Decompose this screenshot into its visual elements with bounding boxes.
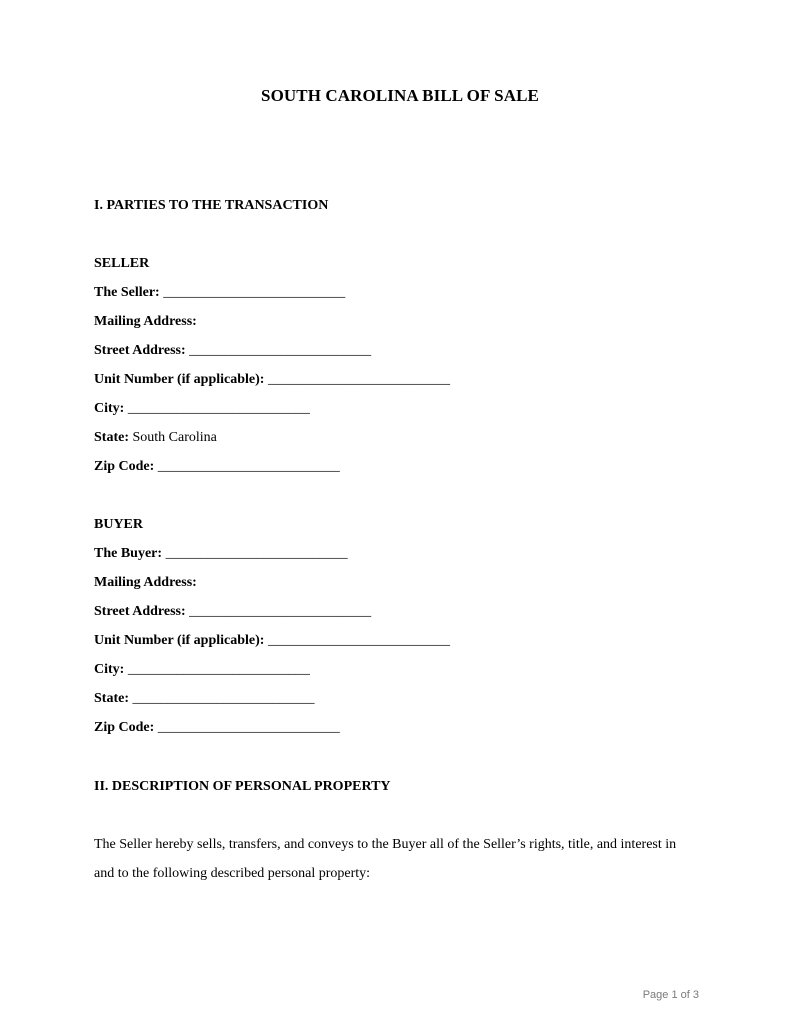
buyer-zip-field[interactable]: __________________________ [157,720,340,735]
buyer-street-label: Street Address: [94,604,186,619]
seller-street-field[interactable]: __________________________ [189,343,372,358]
seller-city-field[interactable]: __________________________ [127,401,310,416]
seller-city-row [94,400,310,418]
buyer-name-row [94,545,348,563]
buyer-state-field[interactable]: __________________________ [132,691,315,706]
seller-zip-field[interactable]: __________________________ [157,459,340,474]
buyer-street-row [94,603,371,621]
seller-state-label: State: [94,430,129,445]
buyer-mailing-label: Mailing Address: [94,575,197,590]
property-paragraph-line-1: The Seller hereby sells, transfers, and conveys to the Buyer all of the Seller’s rights, title, and interest in [94,837,677,852]
buyer-name-field[interactable]: __________________________ [165,546,348,561]
seller-zip-label: Zip Code: [94,459,155,474]
property-paragraph-line-2: and to the following described personal property: [94,866,371,881]
buyer-city-field[interactable]: __________________________ [127,662,310,677]
seller-unit-row [94,371,450,389]
buyer-unit-row [94,632,450,650]
seller-unit-field[interactable]: __________________________ [267,372,450,387]
buyer-unit-field[interactable]: __________________________ [267,633,450,648]
seller-city-label: City: [94,401,125,416]
buyer-zip-row [94,719,340,737]
seller-zip-row [94,458,340,476]
page-number: Page 1 of 3 [642,989,699,1001]
seller-state-value: South Carolina [132,430,217,445]
seller-street-row [94,342,371,360]
document-title: SOUTH CAROLINA BILL OF SALE [261,86,539,105]
buyer-city-row [94,661,310,679]
seller-name-label: The Seller: [94,285,160,300]
buyer-mailing-row [94,574,197,592]
section-heading-parties: I. PARTIES TO THE TRANSACTION [94,198,329,213]
buyer-zip-label: Zip Code: [94,720,155,735]
seller-name-field[interactable]: __________________________ [163,285,346,300]
buyer-heading: BUYER [94,517,144,532]
seller-heading: SELLER [94,256,150,271]
buyer-state-row [94,690,315,708]
seller-name-row [94,284,345,302]
seller-state-row [94,429,217,447]
seller-street-label: Street Address: [94,343,186,358]
seller-unit-label: Unit Number (if applicable): [94,372,265,387]
buyer-city-label: City: [94,662,125,677]
buyer-name-label: The Buyer: [94,546,163,561]
buyer-state-label: State: [94,691,129,706]
buyer-street-field[interactable]: __________________________ [189,604,372,619]
buyer-unit-label: Unit Number (if applicable): [94,633,265,648]
seller-mailing-label: Mailing Address: [94,314,197,329]
seller-mailing-row [94,313,197,331]
section-heading-property: II. DESCRIPTION OF PERSONAL PROPERTY [94,779,391,794]
